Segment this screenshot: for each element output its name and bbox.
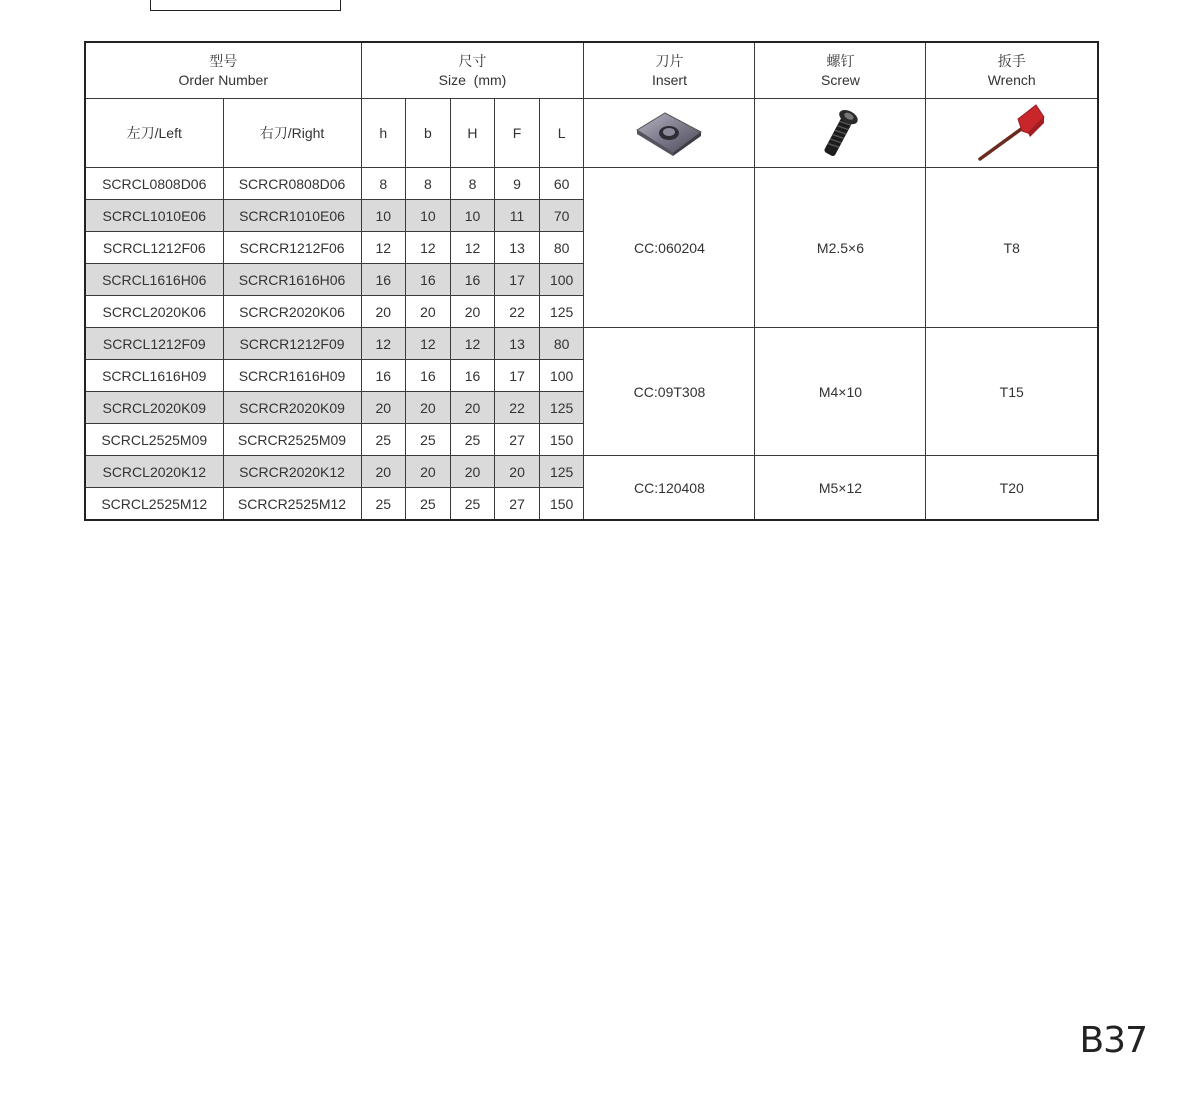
header-size — [361, 42, 584, 99]
cell-F: 20 — [495, 456, 540, 488]
cell-left: SCRCL1616H06 — [85, 264, 223, 296]
cell-h: 20 — [361, 392, 406, 424]
cell-left: SCRCL2525M12 — [85, 488, 223, 521]
cell-right: SCRCR1616H06 — [223, 264, 361, 296]
cell-b: 8 — [406, 168, 451, 200]
header-order-number — [85, 42, 361, 99]
cell-right: SCRCR1616H09 — [223, 360, 361, 392]
cell-left: SCRCL2525M09 — [85, 424, 223, 456]
header-screw — [755, 42, 926, 99]
table-row — [85, 328, 1098, 360]
cell-left: SCRCL2020K06 — [85, 296, 223, 328]
cell-b: 12 — [406, 328, 451, 360]
cell-F: 9 — [495, 168, 540, 200]
cell-F: 11 — [495, 200, 540, 232]
cell-L: 125 — [539, 392, 584, 424]
header-insert-en: Insert — [651, 71, 687, 88]
header-order-number-en: Order Number — [178, 71, 268, 88]
cell-L: 70 — [539, 200, 584, 232]
cell-h: 16 — [361, 264, 406, 296]
header-insert — [584, 42, 755, 99]
cell-h: 12 — [361, 232, 406, 264]
header-screw-zh: 螺钉 — [826, 52, 855, 69]
wrench-icon — [972, 101, 1052, 165]
cell-H: 10 — [450, 200, 495, 232]
header-screw-en: Screw — [821, 71, 860, 88]
cell-insert: CC:120408 — [584, 456, 755, 521]
cell-b: 10 — [406, 200, 451, 232]
cell-b: 16 — [406, 264, 451, 296]
subheader-row — [85, 99, 1098, 168]
cell-left: SCRCL1010E06 — [85, 200, 223, 232]
cell-insert: CC:060204 — [584, 168, 755, 328]
subheader-dim-b: b — [406, 99, 451, 168]
cell-h: 16 — [361, 360, 406, 392]
spec-table — [84, 41, 1099, 521]
table-row — [85, 456, 1098, 488]
cell-h: 12 — [361, 328, 406, 360]
cell-H: 20 — [450, 456, 495, 488]
subheader-dim-F: F — [495, 99, 540, 168]
cell-left: SCRCL2020K12 — [85, 456, 223, 488]
subheader-dim-h: h — [361, 99, 406, 168]
header-size-en: Size (mm) — [438, 71, 507, 88]
wrench-image-cell — [926, 99, 1098, 168]
cell-H: 12 — [450, 328, 495, 360]
cell-b: 12 — [406, 232, 451, 264]
header-row — [85, 42, 1098, 99]
cell-F: 27 — [495, 488, 540, 521]
cell-right: SCRCR2020K12 — [223, 456, 361, 488]
cell-H: 20 — [450, 392, 495, 424]
cell-screw: M2.5×6 — [755, 168, 926, 328]
page-number: B37 — [1079, 1020, 1147, 1061]
cell-right: SCRCR1010E06 — [223, 200, 361, 232]
cell-L: 125 — [539, 296, 584, 328]
cell-L: 150 — [539, 424, 584, 456]
cell-H: 16 — [450, 360, 495, 392]
cell-H: 16 — [450, 264, 495, 296]
cell-F: 27 — [495, 424, 540, 456]
header-insert-zh: 刀片 — [655, 52, 684, 69]
cell-h: 25 — [361, 488, 406, 521]
top-label-box — [150, 0, 341, 11]
cell-screw: M4×10 — [755, 328, 926, 456]
cell-F: 17 — [495, 264, 540, 296]
cell-H: 25 — [450, 488, 495, 521]
cell-wrench: T15 — [926, 328, 1098, 456]
cell-right: SCRCR2525M12 — [223, 488, 361, 521]
cell-H: 12 — [450, 232, 495, 264]
cell-L: 80 — [539, 328, 584, 360]
cell-L: 80 — [539, 232, 584, 264]
cell-L: 125 — [539, 456, 584, 488]
header-wrench-en: Wrench — [987, 71, 1036, 88]
table-row — [85, 168, 1098, 200]
subheader-right: 右刀/Right — [223, 99, 361, 168]
header-size-zh: 尺寸 — [458, 52, 487, 69]
cell-L: 60 — [539, 168, 584, 200]
cell-left: SCRCL0808D06 — [85, 168, 223, 200]
cell-F: 13 — [495, 328, 540, 360]
cell-b: 25 — [406, 488, 451, 521]
cell-right: SCRCR1212F09 — [223, 328, 361, 360]
cell-left: SCRCL2020K09 — [85, 392, 223, 424]
cell-wrench: T20 — [926, 456, 1098, 521]
cell-h: 20 — [361, 456, 406, 488]
subheader-dim-L: L — [539, 99, 584, 168]
subheader-left: 左刀/Left — [85, 99, 223, 168]
insert-icon — [631, 108, 707, 158]
cell-right: SCRCR0808D06 — [223, 168, 361, 200]
cell-F: 13 — [495, 232, 540, 264]
cell-left: SCRCL1212F09 — [85, 328, 223, 360]
cell-b: 20 — [406, 296, 451, 328]
cell-F: 22 — [495, 392, 540, 424]
header-order-number-zh: 型号 — [209, 52, 238, 69]
cell-right: SCRCR2525M09 — [223, 424, 361, 456]
cell-L: 150 — [539, 488, 584, 521]
cell-h: 25 — [361, 424, 406, 456]
cell-b: 20 — [406, 392, 451, 424]
cell-h: 10 — [361, 200, 406, 232]
header-wrench — [926, 42, 1098, 99]
cell-b: 25 — [406, 424, 451, 456]
cell-insert: CC:09T308 — [584, 328, 755, 456]
cell-h: 8 — [361, 168, 406, 200]
cell-left: SCRCL1616H09 — [85, 360, 223, 392]
cell-right: SCRCR2020K06 — [223, 296, 361, 328]
subheader-dim-H: H — [450, 99, 495, 168]
cell-F: 17 — [495, 360, 540, 392]
cell-L: 100 — [539, 360, 584, 392]
cell-b: 20 — [406, 456, 451, 488]
header-wrench-zh: 扳手 — [997, 52, 1026, 69]
cell-F: 22 — [495, 296, 540, 328]
screw-image-cell — [755, 99, 926, 168]
cell-right: SCRCR2020K09 — [223, 392, 361, 424]
cell-L: 100 — [539, 264, 584, 296]
cell-screw: M5×12 — [755, 456, 926, 521]
screw-icon — [805, 105, 875, 161]
cell-H: 8 — [450, 168, 495, 200]
cell-left: SCRCL1212F06 — [85, 232, 223, 264]
cell-right: SCRCR1212F06 — [223, 232, 361, 264]
cell-b: 16 — [406, 360, 451, 392]
cell-h: 20 — [361, 296, 406, 328]
cell-H: 25 — [450, 424, 495, 456]
cell-wrench: T8 — [926, 168, 1098, 328]
insert-image-cell — [584, 99, 755, 168]
cell-H: 20 — [450, 296, 495, 328]
